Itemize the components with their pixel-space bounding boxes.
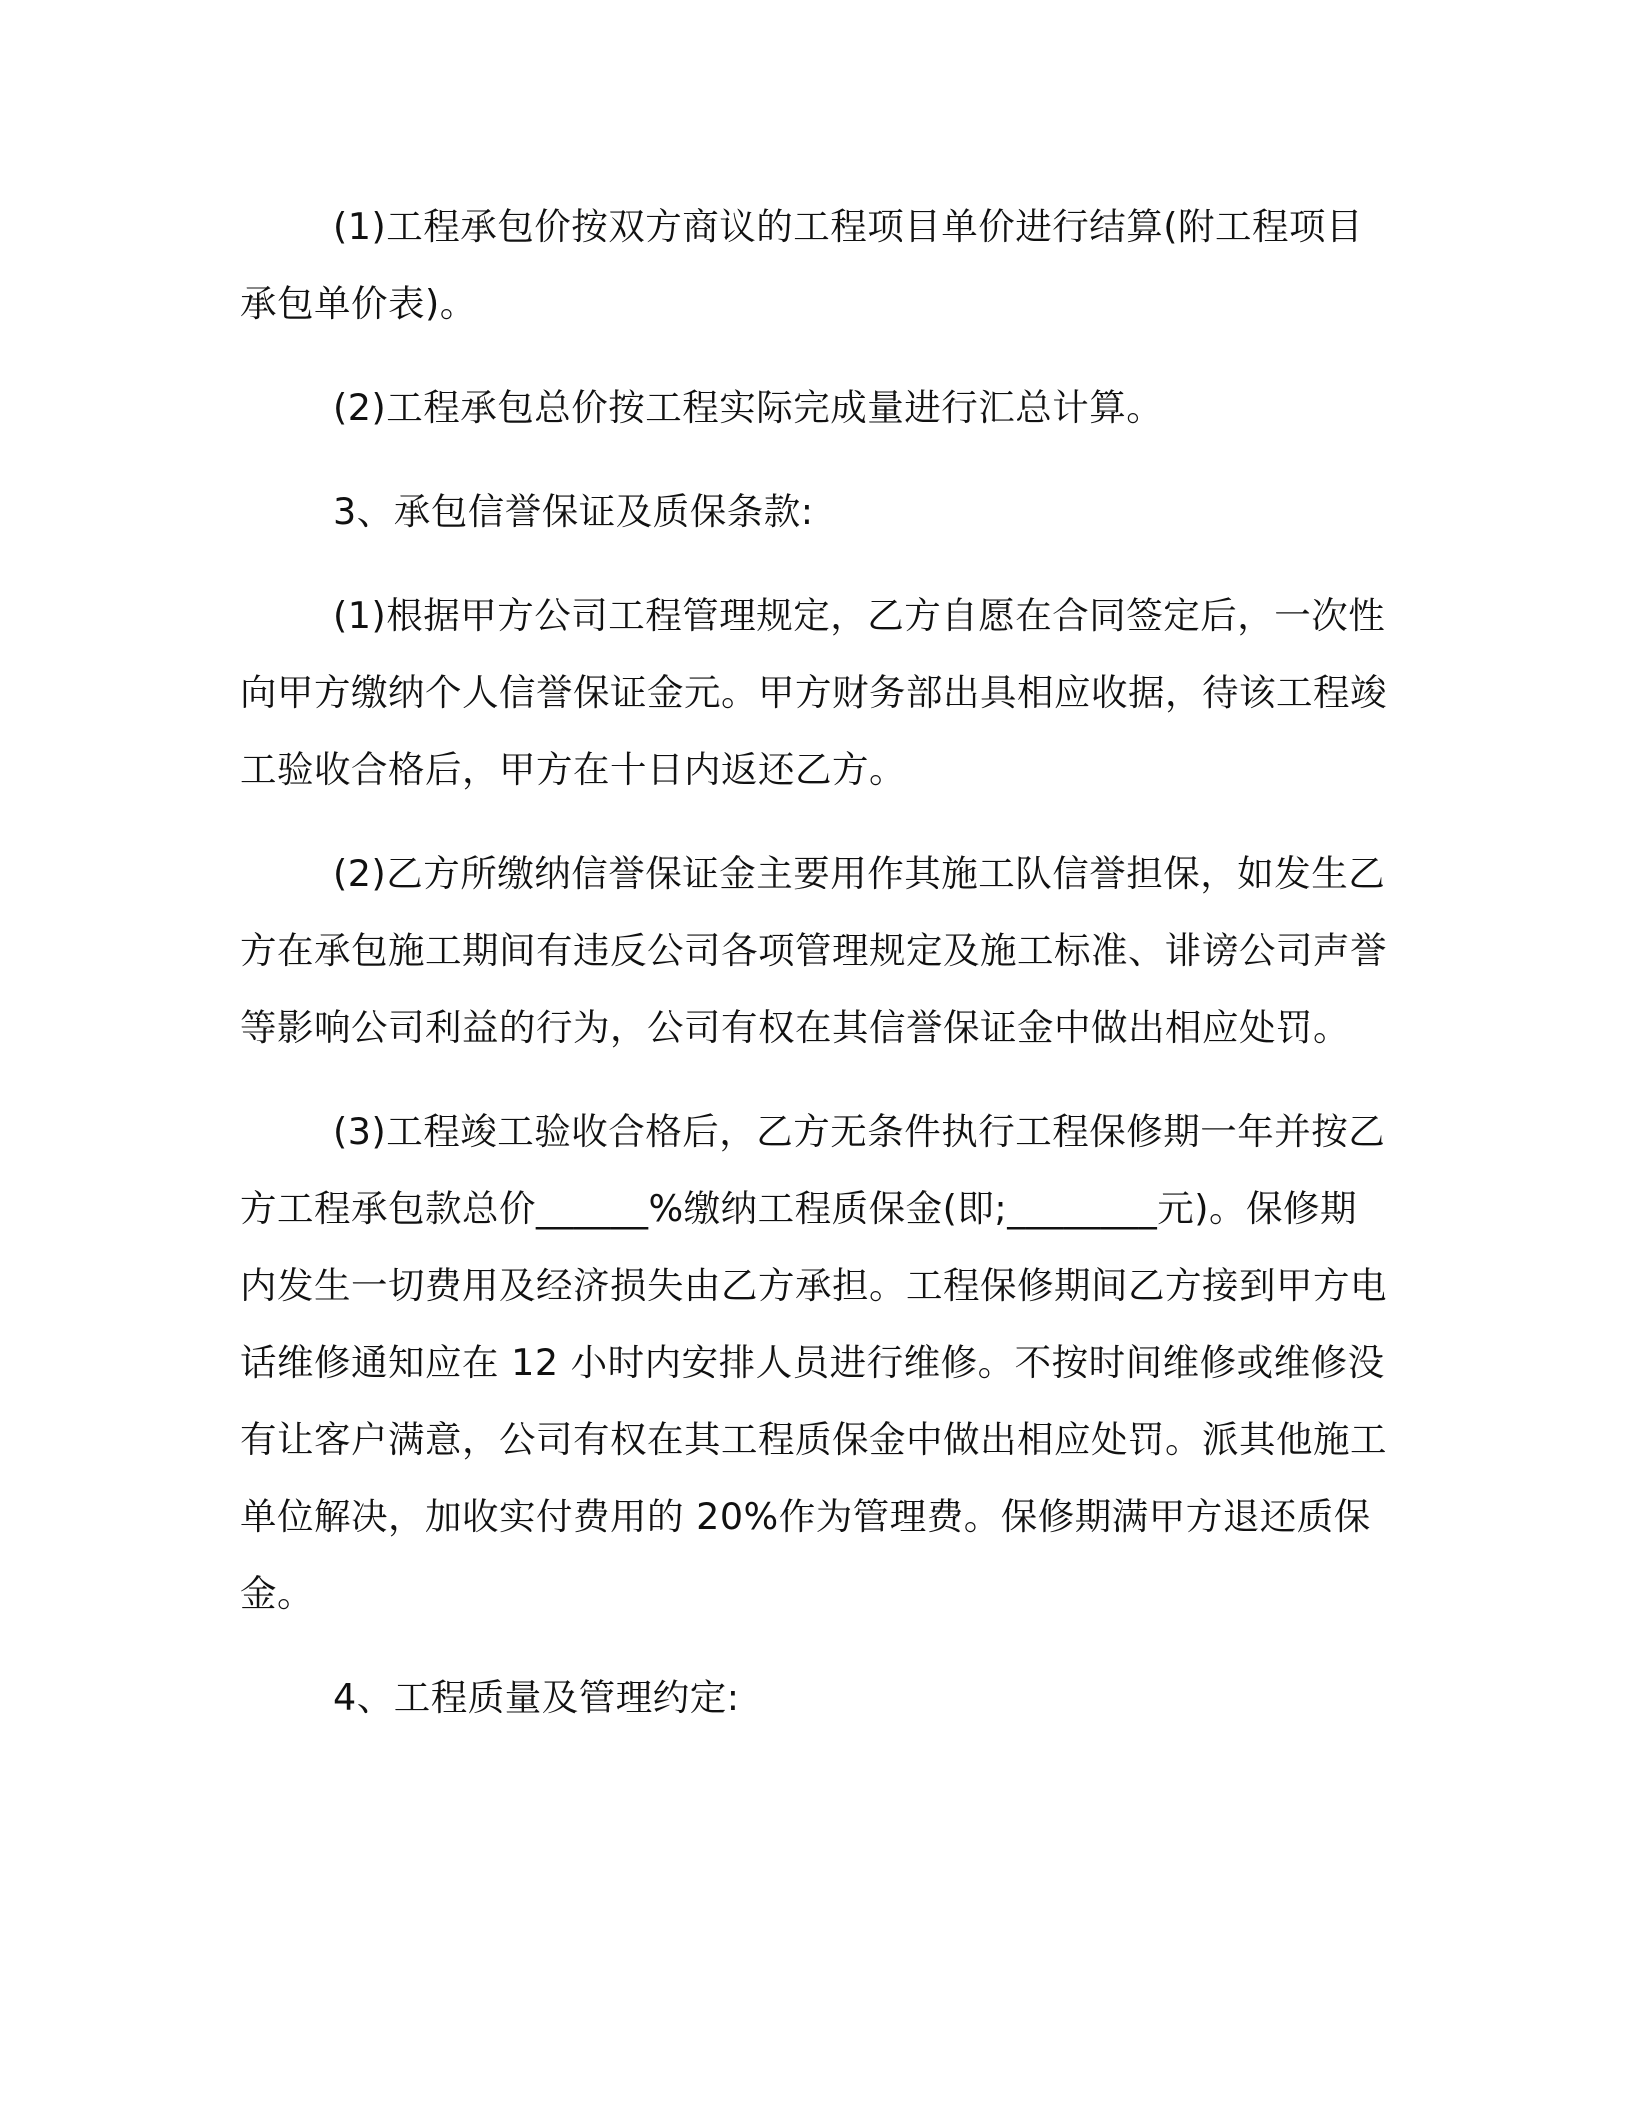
document-body	[240, 188, 1392, 1763]
paragraph-warranty-terms: (3)工程竣工验收合格后，乙方无条件执行工程保修期一年并按乙方工程承包款总价______%缴纳工程质保金(即;________元)。保修期内发生一切费用及经济损失由乙方承担。工程保修期间乙方接到甲方电话维修通知应在 12 小时内安排人员进行维修。不按时间维修或维修没有让客户满意，公司有权在其工程质保金中做出相应处罚。派其他施工单位解决，加收实付费用的 20%作为管理费。保修期满甲方退还质保金。	[240, 1110, 1387, 1615]
paragraph-unit-price-settlement: (1)工程承包价按双方商议的工程项目单价进行结算(附工程项目承包单价表)。	[240, 205, 1363, 325]
section-heading-quality: 4、工程质量及管理约定:	[333, 1676, 740, 1719]
paragraph-guarantee-use: (2)乙方所缴纳信誉保证金主要用作其施工队信誉担保，如发生乙方在承包施工期间有违反公司各项管理规定及施工标准、诽谤公司声誉等影响公司利益的行为，公司有权在其信誉保证金中做出相应处罚。	[240, 852, 1387, 1049]
section-heading-guarantee: 3、承包信誉保证及质保条款:	[333, 490, 814, 533]
paragraph-guarantee-deposit: (1)根据甲方公司工程管理规定，乙方自愿在合同签定后，一次性向甲方缴纳个人信誉保证金元。甲方财务部出具相应收据，待该工程竣工验收合格后，甲方在十日内返还乙方。	[240, 594, 1387, 791]
paragraph-total-price-calculation: (2)工程承包总价按工程实际完成量进行汇总计算。	[333, 386, 1164, 429]
